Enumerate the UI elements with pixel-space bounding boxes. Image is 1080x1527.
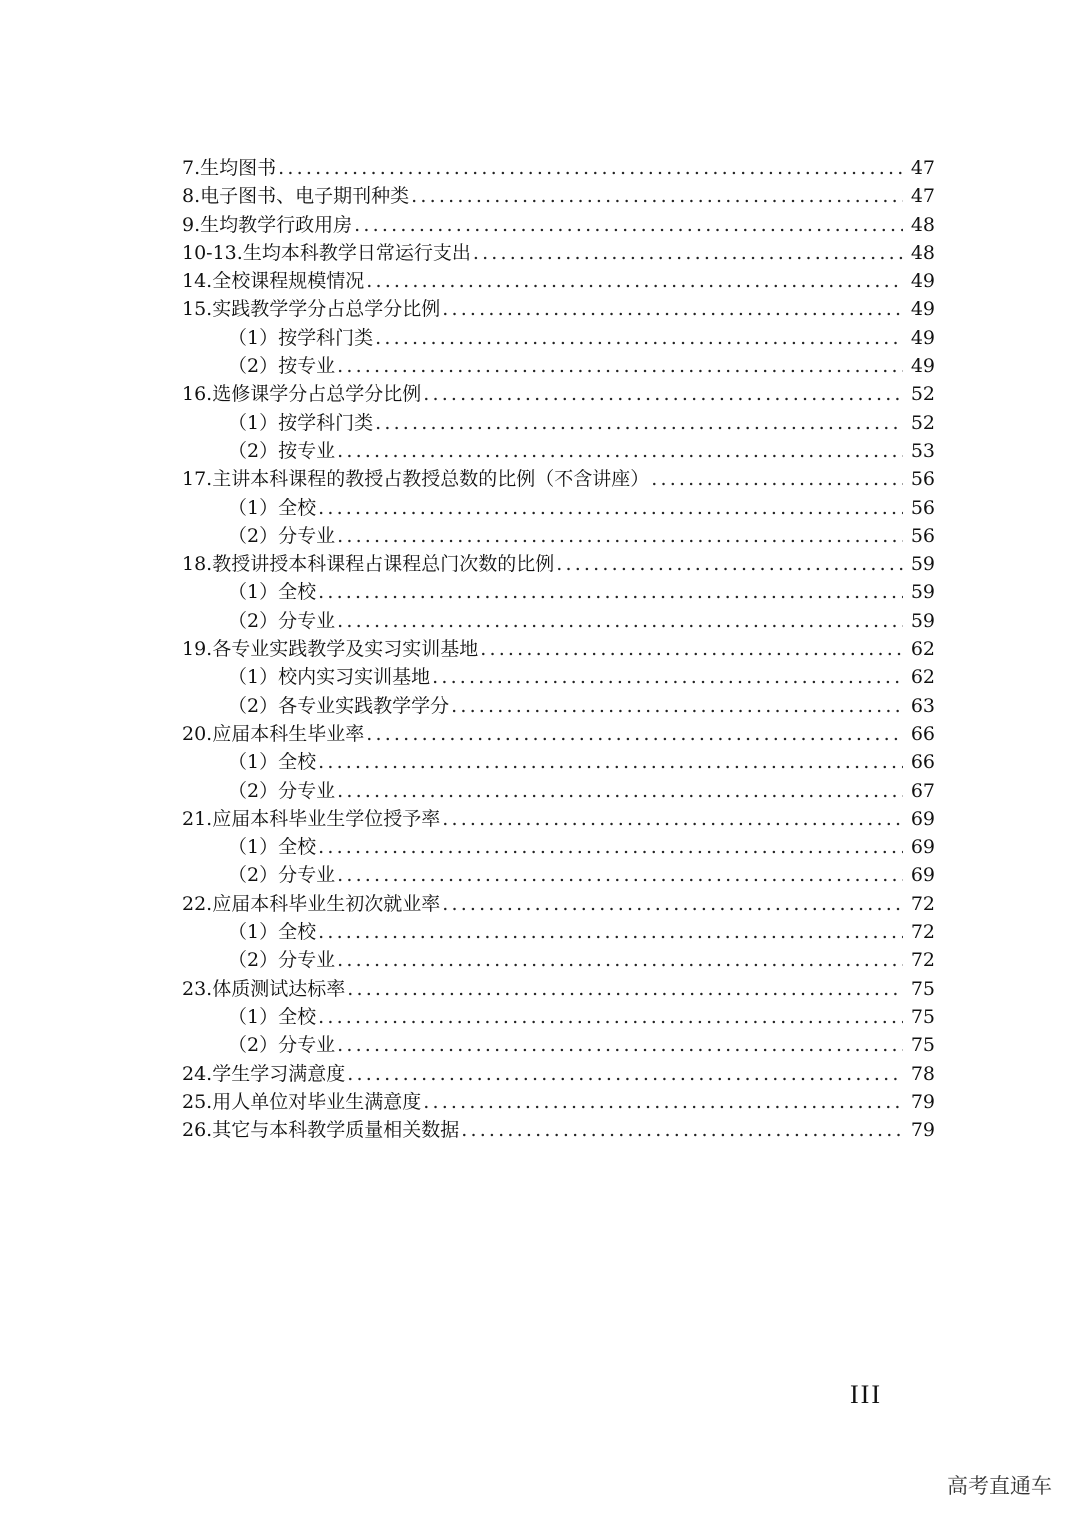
toc-entry-title: 19.各专业实践教学及实习实训基地 — [182, 638, 479, 661]
toc-dot-leader — [423, 380, 903, 408]
toc-entry-title: （1）全校 — [228, 751, 317, 774]
toc-entry[interactable] — [182, 578, 935, 606]
toc-entry-title: （2）分专业 — [228, 779, 336, 802]
toc-entry-page: 59 — [910, 581, 935, 604]
toc-entry-title: 25.用人单位对毕业生满意度 — [182, 1090, 422, 1113]
toc-entry-page: 49 — [910, 298, 935, 321]
toc-entry-title: 21.应届本科毕业生学位授予率 — [182, 807, 441, 830]
toc-entry-page: 63 — [910, 694, 935, 717]
toc-entry[interactable] — [182, 295, 935, 323]
toc-dot-leader — [318, 918, 903, 946]
toc-entry[interactable] — [182, 550, 935, 578]
watermark-text: 高考直通车 — [947, 1474, 1052, 1498]
toc-entry-title: 26.其它与本科教学质量相关数据 — [182, 1119, 460, 1142]
toc-dot-leader — [651, 465, 903, 493]
toc-entry-page: 48 — [910, 241, 935, 264]
toc-dot-leader — [442, 805, 903, 833]
toc-dot-leader — [480, 635, 903, 663]
toc-entry-page: 52 — [910, 383, 935, 406]
toc-entry[interactable] — [182, 1031, 935, 1059]
toc-dot-leader — [556, 550, 903, 578]
toc-entry[interactable] — [182, 833, 935, 861]
toc-entry-page: 62 — [910, 666, 935, 689]
toc-entry-page: 72 — [910, 949, 935, 972]
toc-entry-title: 20.应届本科生毕业率 — [182, 722, 365, 745]
toc-dot-leader — [347, 975, 903, 1003]
toc-entry-title: （1）按学科门类 — [228, 326, 374, 349]
toc-dot-leader — [442, 890, 903, 918]
toc-dot-leader — [347, 1060, 903, 1088]
toc-dot-leader — [337, 437, 903, 465]
toc-entry[interactable] — [182, 182, 935, 210]
toc-entry-title: 17.主讲本科课程的教授占教授总数的比例（不含讲座） — [182, 468, 650, 491]
toc-entry-title: （1）校内实习实训基地 — [228, 666, 431, 689]
toc-entry-page: 53 — [910, 439, 935, 462]
toc-entry-page: 49 — [910, 326, 935, 349]
toc-entry[interactable] — [182, 1060, 935, 1088]
toc-entry-title: （2）分专业 — [228, 1034, 336, 1057]
toc-dot-leader — [354, 211, 903, 239]
toc-entry-page: 59 — [910, 609, 935, 632]
toc-dot-leader — [375, 409, 903, 437]
toc-dot-leader — [337, 607, 903, 635]
toc-entry-page: 75 — [910, 977, 935, 1000]
table-of-contents — [182, 154, 935, 1144]
toc-dot-leader — [375, 324, 903, 352]
toc-entry[interactable] — [182, 1003, 935, 1031]
toc-entry[interactable] — [182, 975, 935, 1003]
toc-entry-title: （2）分专业 — [228, 524, 336, 547]
toc-entry[interactable] — [182, 380, 935, 408]
toc-dot-leader — [318, 833, 903, 861]
toc-entry-page: 66 — [910, 722, 935, 745]
toc-dot-leader — [318, 494, 903, 522]
toc-dot-leader — [337, 352, 903, 380]
toc-entry-page: 69 — [910, 807, 935, 830]
toc-entry-title: （1）全校 — [228, 581, 317, 604]
toc-entry-page: 56 — [910, 468, 935, 491]
toc-entry-page: 69 — [910, 864, 935, 887]
toc-dot-leader — [278, 154, 903, 182]
toc-entry[interactable] — [182, 409, 935, 437]
toc-entry[interactable] — [182, 522, 935, 550]
toc-entry[interactable] — [182, 635, 935, 663]
toc-entry-title: 18.教授讲授本科课程占课程总门次数的比例 — [182, 553, 555, 576]
toc-entry[interactable] — [182, 267, 935, 295]
toc-entry[interactable] — [182, 239, 935, 267]
toc-entry-page: 66 — [910, 751, 935, 774]
toc-entry[interactable] — [182, 437, 935, 465]
toc-entry-page: 67 — [910, 779, 935, 802]
toc-dot-leader — [337, 522, 903, 550]
toc-entry-title: 7.生均图书 — [182, 157, 277, 179]
toc-entry-page: 69 — [910, 836, 935, 859]
toc-entry[interactable] — [182, 861, 935, 889]
toc-entry-title: 9.生均教学行政用房 — [182, 213, 353, 236]
toc-entry-title: 10-13.生均本科教学日常运行支出 — [182, 241, 471, 264]
toc-entry-title: 22.应届本科毕业生初次就业率 — [182, 892, 441, 915]
page-number: III — [850, 1380, 882, 1409]
toc-entry-title: 15.实践教学学分占总学分比例 — [182, 298, 441, 321]
toc-entry-page: 56 — [910, 524, 935, 547]
toc-dot-leader — [442, 295, 903, 323]
toc-dot-leader — [473, 239, 903, 267]
toc-entry-page: 47 — [910, 185, 935, 208]
toc-entry[interactable] — [182, 324, 935, 352]
toc-entry-page: 72 — [910, 892, 935, 915]
toc-entry-title: （1）按学科门类 — [228, 411, 374, 434]
toc-entry[interactable] — [182, 494, 935, 522]
toc-dot-leader — [318, 1003, 903, 1031]
toc-entry-title: （2）按专业 — [228, 439, 336, 462]
toc-entry[interactable] — [182, 154, 935, 182]
toc-entry-page: 47 — [910, 157, 935, 179]
toc-entry[interactable] — [182, 352, 935, 380]
toc-dot-leader — [451, 692, 903, 720]
toc-entry[interactable] — [182, 918, 935, 946]
toc-entry-page: 75 — [910, 1005, 935, 1028]
toc-entry[interactable] — [182, 1116, 935, 1144]
toc-entry-title: 8.电子图书、电子期刊种类 — [182, 185, 410, 208]
toc-dot-leader — [366, 267, 903, 295]
toc-entry[interactable] — [182, 692, 935, 720]
toc-dot-leader — [366, 720, 903, 748]
toc-entry-title: （2）分专业 — [228, 864, 336, 887]
toc-entry-title: （1）全校 — [228, 836, 317, 859]
toc-dot-leader — [423, 1088, 903, 1116]
toc-entry-title: （2）各专业实践教学学分 — [228, 694, 450, 717]
toc-entry-page: 59 — [910, 553, 935, 576]
toc-entry-title: （2）按专业 — [228, 355, 336, 378]
toc-entry[interactable] — [182, 748, 935, 776]
toc-entry-page: 79 — [910, 1090, 935, 1113]
toc-entry-page: 62 — [910, 638, 935, 661]
toc-dot-leader — [318, 748, 903, 776]
toc-dot-leader — [337, 777, 903, 805]
toc-entry[interactable] — [182, 890, 935, 918]
toc-entry[interactable] — [182, 1088, 935, 1116]
toc-dot-leader — [337, 1031, 903, 1059]
toc-entry[interactable] — [182, 946, 935, 974]
toc-entry-title: （2）分专业 — [228, 609, 336, 632]
toc-entry-title: （2）分专业 — [228, 949, 336, 972]
toc-entry[interactable] — [182, 211, 935, 239]
toc-dot-leader — [318, 578, 903, 606]
toc-entry-page: 48 — [910, 213, 935, 236]
toc-entry-title: 14.全校课程规模情况 — [182, 270, 365, 293]
toc-entry-title: （1）全校 — [228, 1005, 317, 1028]
toc-dot-leader — [337, 946, 903, 974]
toc-entry-page: 78 — [910, 1062, 935, 1085]
toc-entry-page: 75 — [910, 1034, 935, 1057]
toc-dot-leader — [432, 663, 903, 691]
toc-entry-page: 72 — [910, 921, 935, 944]
toc-entry-title: 16.选修课学分占总学分比例 — [182, 383, 422, 406]
toc-entry[interactable] — [182, 607, 935, 635]
toc-entry[interactable] — [182, 465, 935, 493]
toc-entry-title: （1）全校 — [228, 921, 317, 944]
toc-entry-page: 49 — [910, 355, 935, 378]
toc-dot-leader — [411, 182, 903, 210]
toc-dot-leader — [461, 1116, 903, 1144]
toc-dot-leader — [337, 861, 903, 889]
toc-entry-title: 23.体质测试达标率 — [182, 977, 346, 1000]
toc-entry[interactable] — [182, 805, 935, 833]
toc-entry[interactable] — [182, 663, 935, 691]
toc-entry-page: 79 — [910, 1119, 935, 1142]
toc-entry[interactable] — [182, 720, 935, 748]
toc-entry-title: （1）全校 — [228, 496, 317, 519]
toc-entry-page: 49 — [910, 270, 935, 293]
toc-entry-title: 24.学生学习满意度 — [182, 1062, 346, 1085]
toc-entry[interactable] — [182, 777, 935, 805]
toc-entry-page: 56 — [910, 496, 935, 519]
toc-entry-page: 52 — [910, 411, 935, 434]
